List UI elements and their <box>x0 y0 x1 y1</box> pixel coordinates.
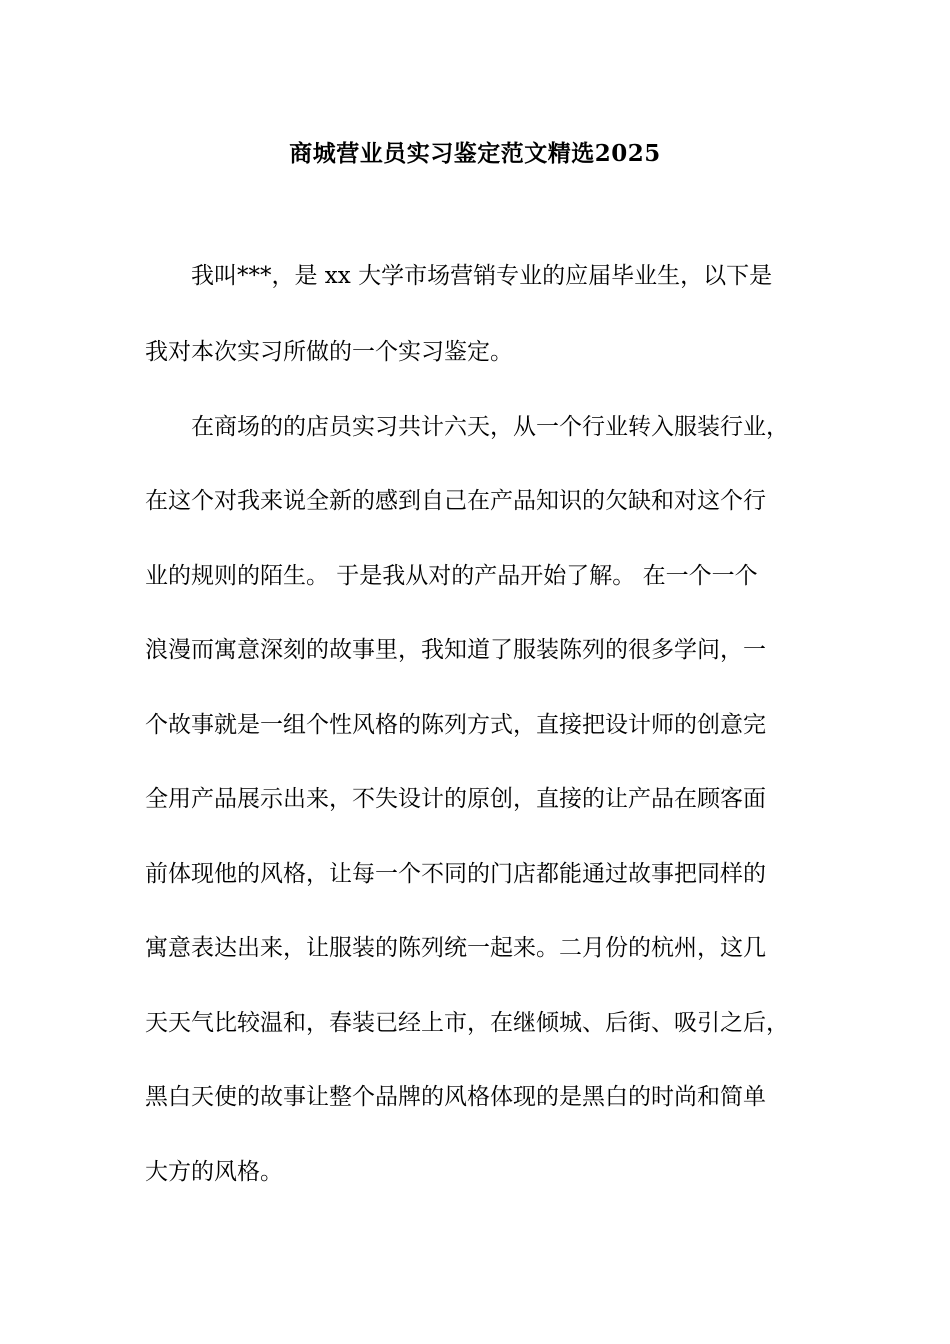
body-line-8: 全用产品展示出来，不失设计的原创，直接的让产品在顾客面 <box>145 786 766 812</box>
body-line-4: 在这个对我来说全新的感到自己在产品知识的欠缺和对这个行 <box>145 488 766 514</box>
body-line-5: 业的规则的陌生。 于是我从对的产品开始了解。 在一个一个 <box>145 563 758 589</box>
body-line-9: 前体现他的风格，让每一个不同的门店都能通过故事把同样的 <box>145 861 766 887</box>
body-line-7: 个故事就是一组个性风格的陈列方式，直接把设计师的创意完 <box>145 712 766 738</box>
body-line-3: 在商场的的店员实习共计六天，从一个行业转入服装行业， <box>145 414 789 440</box>
body-line-10: 寓意表达出来，让服装的陈列统一起来。二月份的杭州，这几 <box>145 935 766 961</box>
body-line-1: 我叫***，是 xx 大学市场营销专业的应届毕业生，以下是 <box>145 263 773 289</box>
body-line-12: 黑白天使的故事让整个品牌的风格体现的是黑白的时尚和简单 <box>145 1084 766 1110</box>
document-title: 商城营业员实习鉴定范文精选2025 <box>289 140 661 167</box>
body-line-11: 天天气比较温和，春装已经上市，在继倾城、后街、吸引之后， <box>145 1010 789 1036</box>
body-line-2: 我对本次实习所做的一个实习鉴定。 <box>145 339 513 365</box>
body-line-13: 大方的风格。 <box>145 1159 283 1185</box>
body-line-6: 浪漫而寓意深刻的故事里，我知道了服装陈列的很多学问，一 <box>145 637 766 663</box>
